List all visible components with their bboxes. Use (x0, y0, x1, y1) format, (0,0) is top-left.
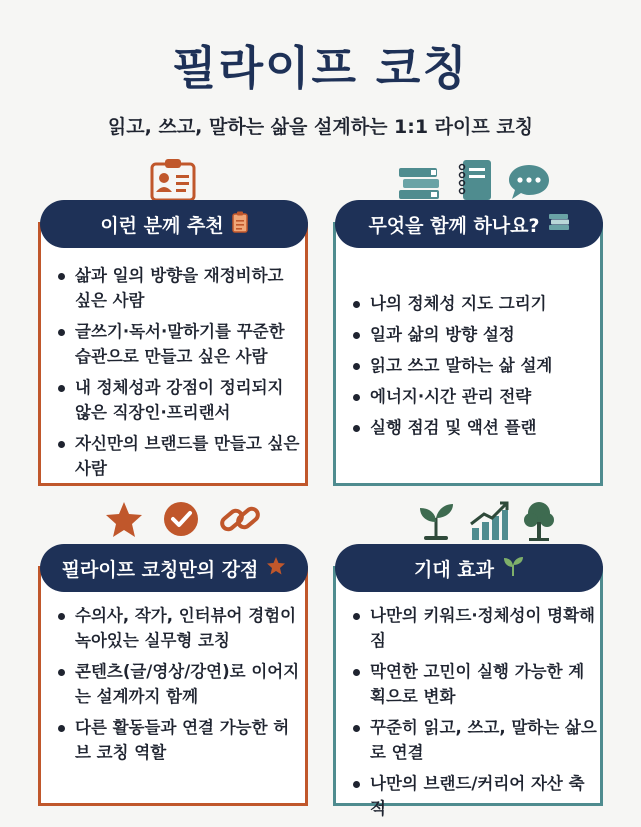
growth-chart-icon (468, 500, 510, 546)
recommend-header (40, 200, 308, 248)
star-icon (266, 556, 286, 580)
list-item: 자신만의 브랜드를 만들고 싶은 사람 (53, 431, 301, 481)
page-title: 필라이프 코칭 (172, 41, 469, 95)
list-item: 실행 점검 및 액션 플랜 (348, 415, 596, 440)
recommend-top-icons (148, 158, 198, 206)
effects-card (333, 566, 603, 818)
list-item: 내 정체성과 강점이 정리되지 않은 직장인·프리랜서 (53, 375, 301, 425)
clipboard-user-icon (148, 158, 198, 206)
recommend-title: 이런 분께 추천 (100, 214, 224, 237)
effects-title: 기대 효과 (413, 558, 495, 581)
list-item: 막연한 고민이 실행 가능한 계획으로 변화 (348, 659, 598, 709)
list-item: 나만의 키워드·정체성이 명확해짐 (348, 603, 598, 653)
effects-header (335, 544, 603, 592)
list-item: 일과 삶의 방향 설정 (348, 322, 596, 347)
check-circle-icon (162, 500, 200, 542)
list-item: 콘텐츠(글/영상/강연)로 이어지는 설계까지 함께 (53, 659, 301, 709)
notebook-icon (457, 158, 493, 206)
list-item: 에너지·시간 관리 전략 (348, 384, 596, 409)
strengths-title: 필라이프 코칭만의 강점 (61, 558, 259, 581)
effects-top-icons (416, 500, 556, 546)
page-subtitle: 읽고, 쓰고, 말하는 삶을 설계하는 1:1 라이프 코칭 (107, 116, 534, 138)
strengths-header (40, 544, 308, 592)
plant-icon (416, 500, 456, 546)
together-top-icons (397, 158, 551, 206)
recommend-card (38, 222, 308, 486)
list-item: 수의사, 작가, 인터뷰어 경험이 녹아있는 실무형 코칭 (53, 603, 301, 653)
clipboard-icon (232, 211, 248, 238)
link-icon (218, 500, 262, 542)
strengths-card (38, 566, 308, 806)
books-icon (548, 213, 570, 236)
together-card (333, 222, 603, 486)
list-item: 삶과 일의 방향을 재정비하고 싶은 사람 (53, 263, 301, 313)
list-item: 나의 정체성 지도 그리기 (348, 291, 596, 316)
list-item: 나만의 브랜드/커리어 자산 축적 (348, 771, 598, 821)
star-icon (104, 500, 144, 542)
list-item: 읽고 쓰고 말하는 삶 설계 (348, 353, 596, 378)
tree-icon (522, 500, 556, 546)
list-item: 글쓰기·독서·말하기를 꾸준한 습관으로 만들고 싶은 사람 (53, 319, 301, 369)
together-header (335, 200, 603, 248)
list-item: 다른 활동들과 연결 가능한 허브 코칭 역할 (53, 715, 301, 765)
together-title: 무엇을 함께 하나요? (368, 214, 540, 237)
sprout-icon (502, 555, 524, 582)
strengths-top-icons (104, 500, 262, 542)
list-item: 꾸준히 읽고, 쓰고, 말하는 삶으로 연결 (348, 715, 598, 765)
